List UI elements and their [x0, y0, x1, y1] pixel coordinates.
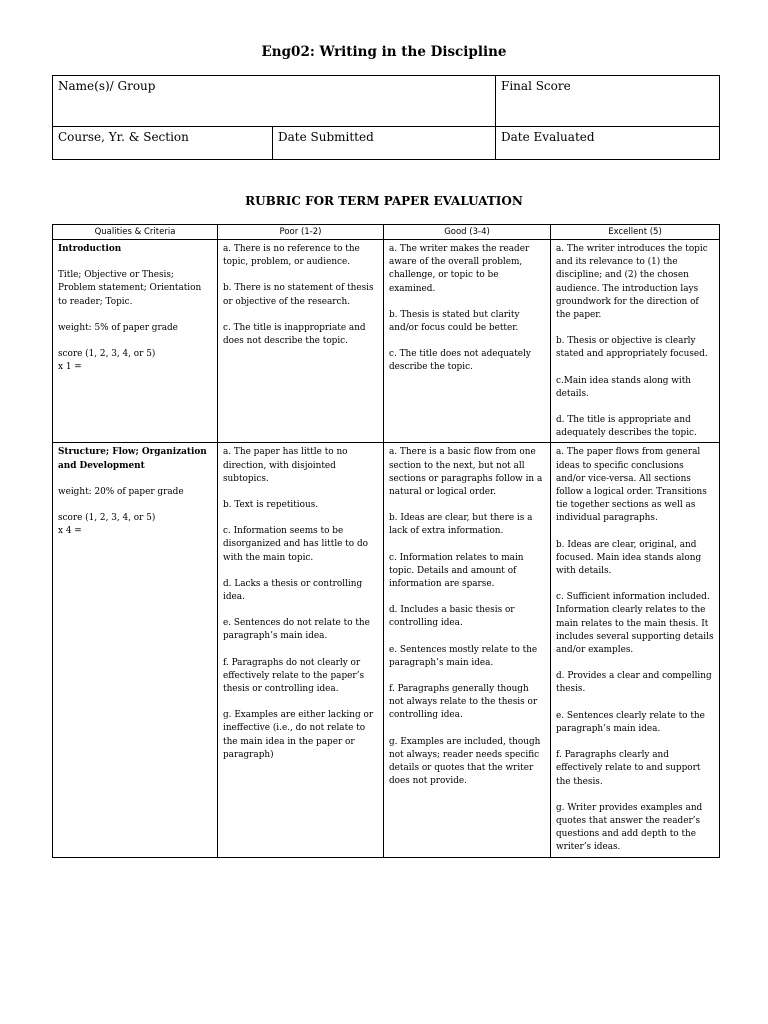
good-item: b. Thesis is stated but clarity and/or focus could be better.	[389, 309, 520, 334]
excellent-item: e. Sentences clearly relate to the paragraph’s main idea.	[556, 710, 705, 734]
rubric-row-introduction	[53, 240, 720, 443]
excellent-item: b. Thesis or objective is clearly stated and appropriately focused.	[556, 336, 708, 360]
excellent-item: g. Writer provides examples and quotes that answer the reader’s questions and add depth to the writer’s ideas.	[556, 802, 703, 853]
criteria-weight: weight: 20% of paper grade	[58, 486, 184, 497]
rubric-row-structure	[53, 443, 720, 857]
header-good: Good (3-4)	[384, 225, 551, 240]
header-excellent: Excellent (5)	[551, 225, 720, 240]
excellent-item: a. The writer introduces the topic and its relevance to (1) the discipline; and (2) the chosen audience. The introduction lays groundwork for the direction of the paper.	[556, 244, 708, 321]
course-section-cell[interactable]	[53, 127, 273, 160]
criteria-score: score (1, 2, 3, 4, or 5) x 1 =	[58, 349, 156, 373]
criteria-cell	[53, 240, 218, 443]
good-item: e. Sentences mostly relate to the paragraph’s main idea.	[389, 644, 538, 668]
excellent-item: d. The title is appropriate and adequately describes the topic.	[556, 415, 697, 439]
poor-item: e. Sentences do not relate to the paragraph’s main idea.	[223, 618, 370, 642]
rubric-title: RUBRIC FOR TERM PAPER EVALUATION	[245, 194, 523, 208]
good-item: f. Paragraphs generally though not always relate to the thesis or controlling idea.	[389, 684, 538, 721]
good-item: b. Ideas are clear, but there is a lack of extra information.	[389, 513, 533, 537]
criteria-heading: Structure; Flow; Organization and Development	[58, 447, 207, 471]
excellent-item: f. Paragraphs clearly and effectively relate to and support the thesis.	[556, 750, 701, 787]
excellent-item: d. Provides a clear and compelling thesis.	[556, 671, 712, 695]
good-item: d. Includes a basic thesis or controlling idea.	[389, 605, 515, 629]
document-title: Eng02: Writing in the Discipline	[261, 44, 507, 60]
name-group-label: Name(s)/ Group	[58, 79, 156, 93]
poor-item: c. Information seems to be disorganized and has little to do with the main topic.	[223, 526, 368, 563]
date-evaluated-cell[interactable]	[496, 127, 720, 160]
criteria-score: score (1, 2, 3, 4, or 5) x 4 =	[58, 513, 156, 537]
good-item: c. The title does not adequately describe the topic.	[389, 349, 531, 373]
good-item: g. Examples are included, though not always; reader needs specific details or quotes that the writer does not provide.	[389, 736, 541, 787]
good-cell	[384, 443, 551, 857]
final-score-label: Final Score	[501, 79, 571, 93]
course-section-label: Course, Yr. & Section	[58, 130, 189, 144]
excellent-item: a. The paper flows from general ideas to specific conclusions and/or vice-versa. All sections follow a logical order. Transitions tie together sections as well as individual paragraphs.	[556, 447, 707, 524]
excellent-cell	[551, 443, 720, 857]
poor-item: b. There is no statement of thesis or objective of the research.	[223, 283, 374, 307]
poor-cell	[218, 240, 384, 443]
name-group-cell[interactable]	[53, 76, 496, 127]
poor-item: d. Lacks a thesis or controlling idea.	[223, 578, 363, 603]
poor-item: a. There is no reference to the topic, problem, or audience.	[223, 244, 360, 268]
rubric-header-row	[53, 225, 720, 240]
excellent-item: b. Ideas are clear, original, and focused. Main idea stands along with details.	[556, 539, 702, 577]
info-table	[52, 75, 720, 160]
poor-cell	[218, 443, 384, 857]
rubric-table	[52, 224, 720, 858]
poor-item: f. Paragraphs do not clearly or effectively relate to the paper’s thesis or controlling idea.	[223, 657, 364, 695]
criteria-weight: weight: 5% of paper grade	[58, 322, 178, 333]
poor-item: c. The title is inappropriate and does not describe the topic.	[223, 322, 366, 347]
excellent-item: c.Main idea stands along with details.	[556, 375, 692, 399]
poor-item: b. Text is repetitious.	[223, 500, 319, 511]
good-item: a. The writer makes the reader aware of the overall problem, challenge, or topic to be examined.	[389, 244, 530, 294]
criteria-cell	[53, 443, 218, 857]
final-score-cell[interactable]	[496, 76, 720, 127]
good-item: a. There is a basic flow from one section to the next, but not all sections or paragraphs follow in a natural or logical order.	[389, 447, 543, 498]
date-evaluated-label: Date Evaluated	[501, 130, 595, 144]
date-submitted-cell[interactable]	[273, 127, 496, 160]
good-cell	[384, 240, 551, 443]
header-criteria: Qualities & Criteria	[53, 225, 218, 240]
excellent-item: c. Sufficient information included. Information clearly relates to the main relates to the main thesis. It includes several supporting details and/or examples.	[556, 592, 714, 656]
header-poor: Poor (1-2)	[218, 225, 384, 240]
criteria-text: Title; Objective or Thesis; Problem statement; Orientation to reader; Topic.	[58, 270, 202, 307]
poor-item: a. The paper has little to no direction, with disjointed subtopics.	[223, 447, 348, 484]
poor-item: g. Examples are either lacking or ineffective (i.e., do not relate to the main idea in the paper or paragraph)	[223, 710, 374, 760]
excellent-cell	[551, 240, 720, 443]
good-item: c. Information relates to main topic. Details and amount of information are sparse.	[389, 552, 524, 590]
criteria-heading: Introduction	[58, 244, 122, 254]
date-submitted-label: Date Submitted	[278, 130, 374, 144]
